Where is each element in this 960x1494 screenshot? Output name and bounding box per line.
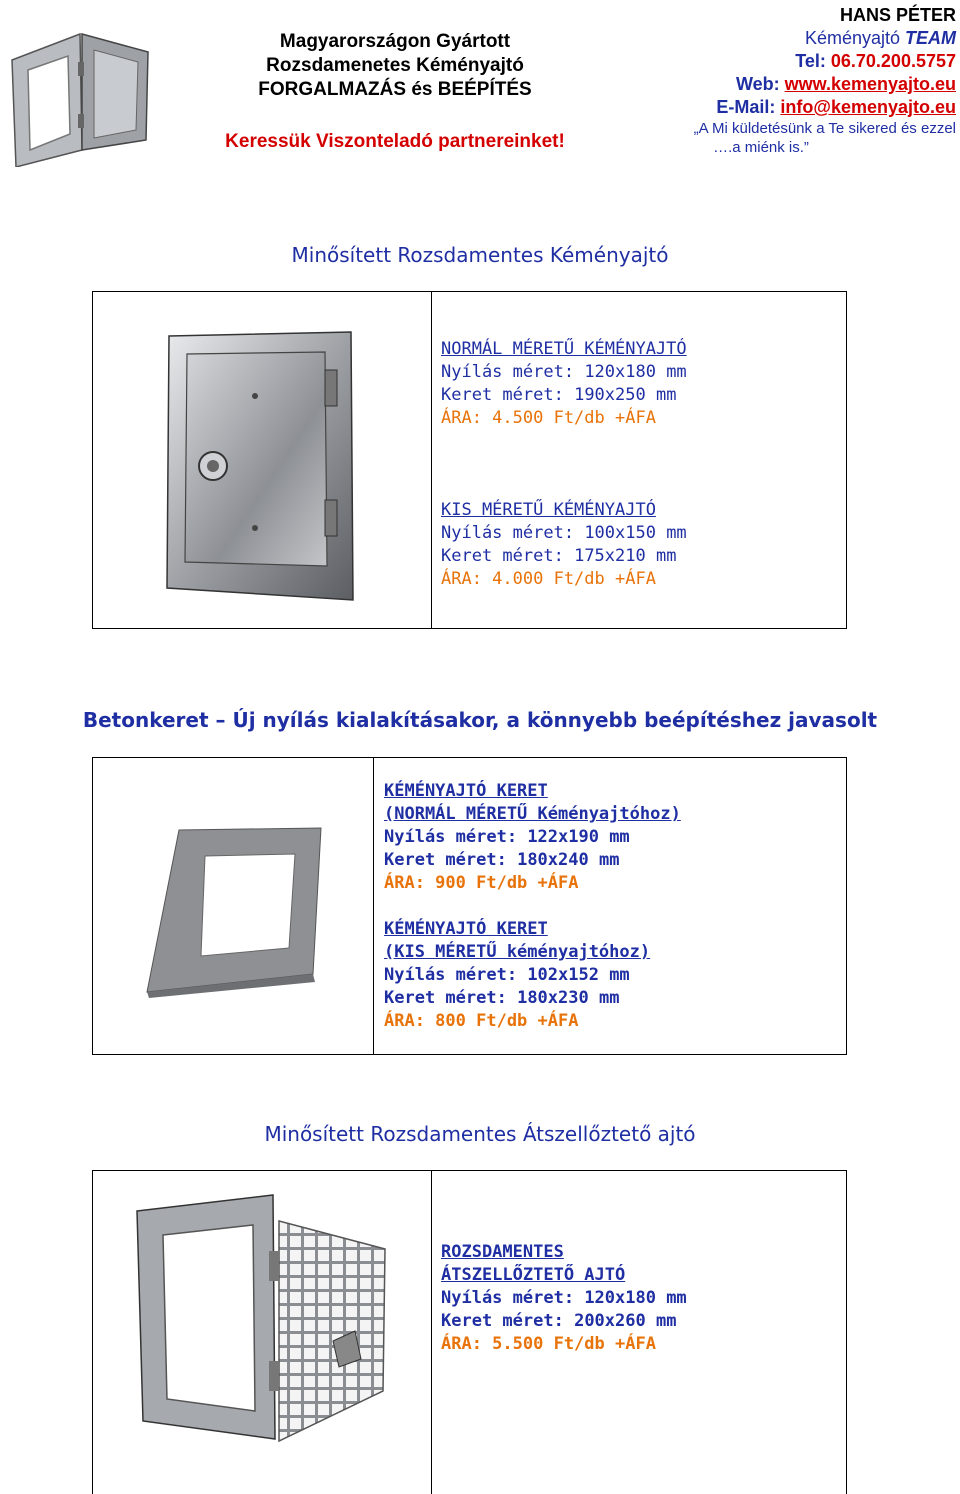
section-title-chimney-door: Minősített Rozsdamentes Kéményajtó — [291, 243, 669, 267]
product-subname: (KIS MÉRETŰ kéményajtóhoz) — [384, 942, 651, 962]
box-divider — [431, 292, 432, 628]
frame-value: 180x240 mm — [517, 850, 620, 870]
frame-label: Keret méret: — [441, 546, 564, 566]
tagline-line-3: FORGALMAZÁS és BEÉPÍTÉS — [258, 79, 532, 100]
tagline-line-1: Magyarországon Gyártott — [279, 31, 511, 52]
product-box-vent-door — [92, 1170, 847, 1494]
product-name: KÉMÉNYAJTÓ KERET — [384, 781, 548, 801]
price: ÁRA: 900 Ft/db +ÁFA — [384, 873, 579, 893]
vent-door-image — [133, 1191, 393, 1455]
product-name-line-2: ÁTSZELLŐZTETŐ AJTÓ — [441, 1265, 626, 1285]
header-contact — [626, 4, 956, 157]
web-link[interactable]: www.kemenyajto.eu — [784, 74, 956, 94]
product-box-chimney-door — [92, 291, 847, 629]
chimney-door-specs — [441, 338, 687, 591]
tagline-line-2: Rozsdamenetes Kéményajtó — [266, 55, 524, 76]
opening-label: Nyílás méret: — [441, 523, 575, 543]
opening-value: 122x190 mm — [527, 827, 630, 847]
frame-label: Keret méret: — [384, 850, 507, 870]
opening-value: 102x152 mm — [527, 965, 630, 985]
product-subname: (NORMÁL MÉRETŰ Kéményajtóhoz) — [384, 804, 681, 824]
chimney-door-image — [165, 330, 355, 609]
email-link[interactable]: info@kemenyajto.eu — [780, 97, 956, 117]
vent-door-specs — [441, 1241, 687, 1356]
product-name: KÉMÉNYAJTÓ KERET — [384, 919, 548, 939]
frame-value: 175x210 mm — [574, 546, 677, 566]
product-name: KIS MÉRETŰ KÉMÉNYAJTÓ — [441, 500, 656, 520]
concrete-frame-specs — [384, 780, 681, 1033]
opening-value: 100x150 mm — [584, 523, 687, 543]
product-name: NORMÁL MÉRETŰ KÉMÉNYAJTÓ — [441, 339, 687, 359]
frame-value: 200x260 mm — [574, 1311, 677, 1331]
frame-value: 190x250 mm — [574, 385, 677, 405]
price: ÁRA: 4.000 Ft/db +ÁFA — [441, 569, 656, 589]
opening-label: Nyílás méret: — [441, 362, 575, 382]
opening-label: Nyílás méret: — [384, 827, 518, 847]
logo-door-image — [10, 22, 150, 167]
price: ÁRA: 4.500 Ft/db +ÁFA — [441, 408, 656, 428]
opening-value: 120x180 mm — [584, 362, 687, 382]
box-divider — [373, 758, 374, 1054]
concrete-frame-image — [145, 826, 325, 1002]
product-box-concrete-frame — [92, 757, 847, 1055]
email-line: E-Mail: info@kemenyajto.eu — [716, 97, 956, 117]
frame-label: Keret méret: — [384, 988, 507, 1008]
product-name-line-1: ROZSDAMENTES — [441, 1242, 564, 1262]
phone-line: Tel: 06.70.200.5757 — [795, 51, 956, 71]
opening-label: Nyílás méret: — [384, 965, 518, 985]
team-name: Kéményajtó TEAM — [804, 28, 956, 48]
slogan-line-1: „A Mi küldetésünk a Te sikered és ezzel — [693, 120, 956, 137]
section-title-concrete-frame: Betonkeret – Új nyílás kialakításakor, a könnyebb beépítéshez javasolt — [82, 708, 878, 732]
phone-number[interactable]: 06.70.200.5757 — [830, 51, 956, 71]
frame-value: 180x230 mm — [517, 988, 620, 1008]
partner-text: Keressük Viszonteladó partnereinket! — [225, 131, 565, 152]
header-tagline — [195, 30, 595, 154]
price: ÁRA: 5.500 Ft/db +ÁFA — [441, 1334, 656, 1354]
box-divider — [431, 1171, 432, 1494]
slogan-line-2: ….a miénk is.” — [713, 139, 809, 156]
company-name: HANS PÉTER — [839, 5, 956, 25]
frame-label: Keret méret: — [441, 1311, 564, 1331]
section-title-vent-door: Minősített Rozsdamentes Átszellőztető ajtó — [264, 1122, 696, 1146]
web-line: Web: www.kemenyajto.eu — [735, 74, 956, 94]
opening-value: 120x180 mm — [584, 1288, 687, 1308]
opening-label: Nyílás méret: — [441, 1288, 575, 1308]
price: ÁRA: 800 Ft/db +ÁFA — [384, 1011, 579, 1031]
frame-label: Keret méret: — [441, 385, 564, 405]
